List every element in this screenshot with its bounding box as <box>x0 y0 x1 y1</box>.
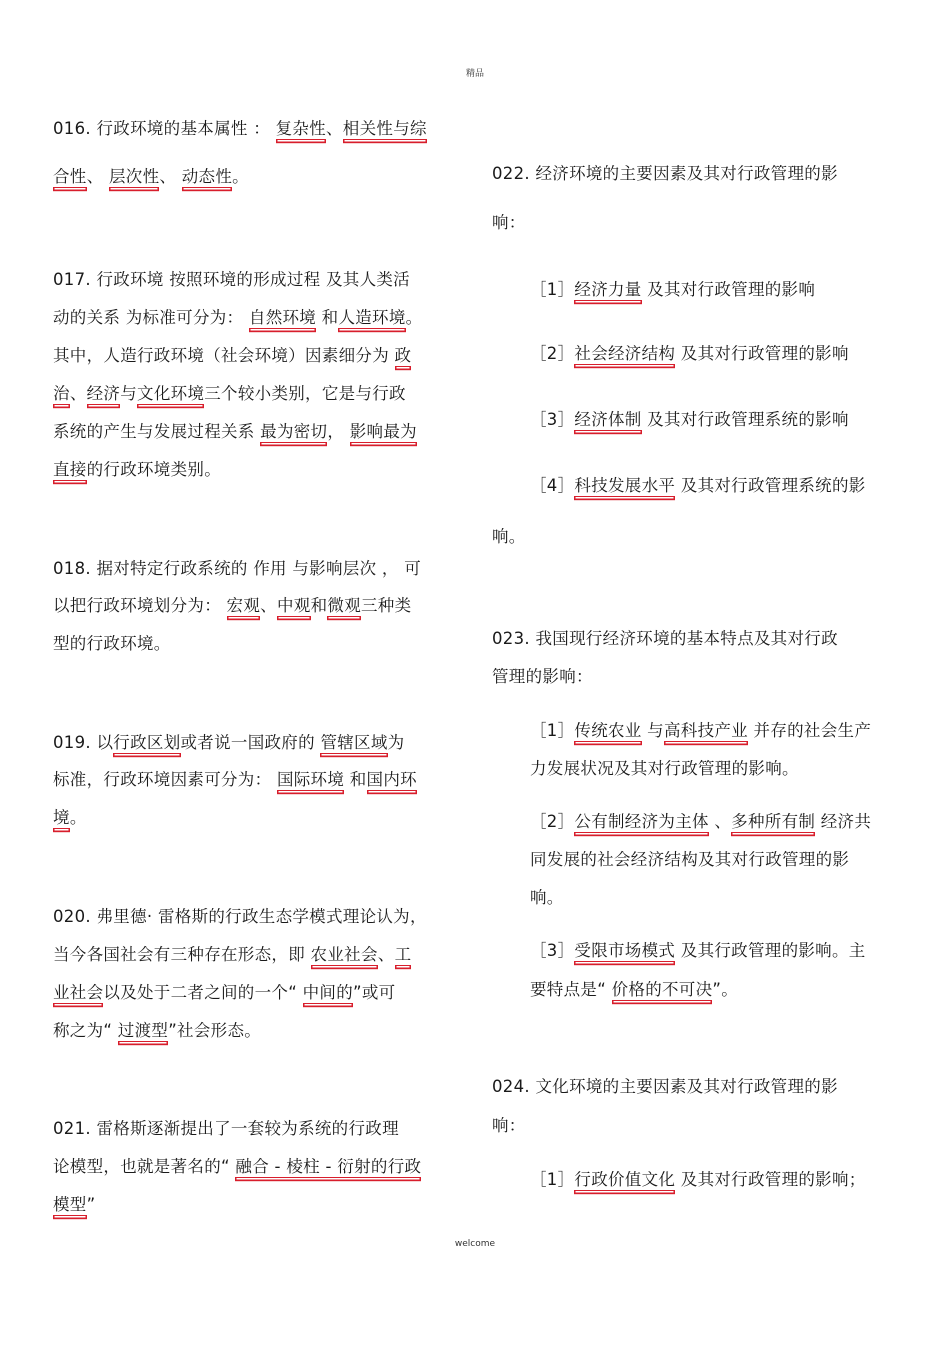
q023-item2-cont2: 响。 <box>530 888 564 907</box>
q017-line4 <box>53 380 406 404</box>
q022-item4 <box>530 472 866 496</box>
page-footer: welcome <box>454 1239 496 1249</box>
q019-text: 或者说一国政府的 <box>180 733 321 752</box>
item-number: ［3］ <box>530 941 575 960</box>
q018-line2 <box>53 592 411 616</box>
answer-kejifazhanshuiping: 科技发展水平 <box>574 476 676 495</box>
q023-item1 <box>530 717 871 741</box>
answer-hongguan: 宏观 <box>226 596 261 615</box>
q023-item3-cont <box>530 976 738 1000</box>
page-header: 精品 <box>465 69 484 79</box>
answer-guoneihuan: 国内环 <box>366 770 417 789</box>
q021-line3 <box>53 1191 95 1215</box>
answer-weiguan: 微观 <box>327 596 361 615</box>
q017-text: 。 <box>405 308 423 327</box>
q022-line2: 响： <box>492 213 526 232</box>
item-text: 及其对行政管理的影响； <box>680 1170 866 1189</box>
q023-line2: 管理的影响： <box>492 667 593 686</box>
q023-item1-cont: 力发展状况及其对行政管理的影响。 <box>530 759 799 778</box>
q020-text: ”社会形态。 <box>168 1021 262 1040</box>
q023-item2 <box>530 808 871 832</box>
q017-text: 其中，人造行政环境（社会环境）因素细分为 <box>53 346 395 365</box>
answer-duozhongsuoyouzhi: 多种所有制 <box>731 812 816 831</box>
answer-zhi: 治 <box>53 384 70 403</box>
q017-text: 动的关系 为标准可分为： <box>53 308 249 327</box>
answer-zheng: 政 <box>394 346 412 365</box>
q020-text: 称之为“ <box>53 1021 118 1040</box>
item-number: ［2］ <box>530 812 575 831</box>
q019-line1 <box>53 729 404 753</box>
answer-dongtaixing: 动态性 <box>181 167 233 186</box>
answer-jingji: 经济 <box>86 384 121 403</box>
item-text: 及其对行政管理的影响 <box>680 344 849 363</box>
item-text: 及其对行政管理的影响 <box>647 280 816 299</box>
answer-jinglililiang: 经济力量 <box>574 280 642 299</box>
q022-item3 <box>530 406 849 430</box>
q019-line3 <box>53 804 87 828</box>
sep: 、 <box>325 119 343 138</box>
q020-line2 <box>53 941 411 965</box>
item-text: 及其对行政管理系统的影 <box>680 476 866 495</box>
answer-nongyeshehui: 农业社会 <box>310 945 378 964</box>
item-number: ［1］ <box>530 280 575 299</box>
q017-text: 系统的产生与发展过程关系 <box>53 422 261 441</box>
sep: 、 <box>159 167 177 186</box>
q017-text: 、 <box>69 384 87 403</box>
item-text: 要特点是“ <box>530 980 612 999</box>
q024-item1 <box>530 1166 866 1190</box>
q020-text: ”或可 <box>353 983 396 1002</box>
q022-line1: 022. 经济环境的主要因素及其对行政管理的影 <box>492 164 838 183</box>
q018-text: 以把行政环境划分为： <box>53 596 227 615</box>
answer-ronghe-lengzhu-yanshe: 融合 - 棱柱 - 衍射的行政 <box>235 1157 422 1176</box>
q021-line2 <box>53 1153 421 1177</box>
item-text: 及其行政管理的影响。主 <box>680 941 866 960</box>
q023-item2-cont: 同发展的社会经济结构及其对行政管理的影 <box>530 850 850 869</box>
q022-item4-cont: 响。 <box>492 527 526 546</box>
q019-text: 。 <box>69 808 87 827</box>
item-number: ［1］ <box>530 721 575 740</box>
q021-text: ” <box>86 1195 96 1214</box>
answer-yingxiangzuiwei: 影响最为 <box>349 422 417 441</box>
item-number: ［1］ <box>530 1170 575 1189</box>
q018-text: 和 <box>310 596 328 615</box>
answer-renzaohuanjing: 人造环境 <box>338 308 406 327</box>
q017-text: 和 <box>321 308 339 327</box>
answer-shehuijingjijiegou: 社会经济结构 <box>574 344 676 363</box>
q021-text: 论模型，也就是著名的“ <box>53 1157 236 1176</box>
q017-line6 <box>53 456 221 480</box>
item-text: 、 <box>708 812 732 831</box>
q022-item2 <box>530 340 849 364</box>
item-text: 并存的社会生产 <box>753 721 872 740</box>
q018-line1: 018. 据对特定行政系统的 作用 与影响层次 ， 可 <box>53 559 422 578</box>
item-text: 经济共 <box>820 812 872 831</box>
q019-text: 标准，行政环境因素可分为： <box>53 770 277 789</box>
q018-line3: 型的行政环境。 <box>53 634 171 653</box>
answer-jiagedebukejue: 价格的不可决 <box>611 980 713 999</box>
q017-line3 <box>53 342 411 366</box>
answer-zonghexing: 合性 <box>53 167 87 186</box>
q019-text: 和 <box>349 770 367 789</box>
item-text: ”。 <box>712 980 739 999</box>
q020-line4 <box>53 1017 261 1041</box>
answer-xingzhengjiazhiwenhua: 行政价值文化 <box>574 1170 676 1189</box>
q023-item3 <box>530 937 866 961</box>
answer-xiangguanxing: 相关性与综 <box>342 119 427 138</box>
q020-text: 、 <box>377 945 395 964</box>
answer-guanxiaquyu: 管辖区域 <box>320 733 388 752</box>
q017-text: 三个较小类别，它是与行政 <box>204 384 406 403</box>
answer-guojihuanjing: 国际环境 <box>276 770 345 789</box>
q018-text: 、 <box>260 596 277 615</box>
answer-zhongguan: 中观 <box>276 596 311 615</box>
q016-text: 016. 行政环境的基本属性 ： <box>53 119 271 138</box>
q017-text: 的行政环境类别。 <box>86 460 222 479</box>
q022-item1 <box>530 276 815 300</box>
sep: 。 <box>232 167 249 186</box>
answer-zhongjiande: 中间的 <box>302 983 354 1002</box>
item-text: 与 <box>647 721 664 740</box>
q018-text: 三种类 <box>361 596 412 615</box>
item-text: 及其对行政管理系统的影响 <box>647 410 849 429</box>
answer-xingzhengquhua: 行政区划 <box>113 733 181 752</box>
item-number: ［4］ <box>530 476 575 495</box>
answer-jingjitizhi: 经济体制 <box>574 410 642 429</box>
item-number: ［2］ <box>530 344 575 363</box>
q019-text: 019. 以 <box>53 733 114 752</box>
answer-gaokejichanye: 高科技产业 <box>663 721 748 740</box>
q024-line2: 响： <box>492 1116 526 1135</box>
q024-line1: 024. 文化环境的主要因素及其对行政管理的影 <box>492 1077 838 1096</box>
answer-chuantongnongye: 传统农业 <box>574 721 642 740</box>
answer-shouxianshichangmoshi: 受限市场模式 <box>574 941 676 960</box>
q017-text: ， <box>327 422 345 441</box>
answer-zhijie: 直接 <box>53 460 87 479</box>
answer-guoduxing: 过渡型 <box>117 1021 169 1040</box>
q017-line1: 017. 行政环境 按照环境的形成过程 及其人类活 <box>53 270 410 289</box>
sep: 、 <box>86 167 104 186</box>
q017-text: 与 <box>120 384 138 403</box>
q017-line5 <box>53 418 417 442</box>
q016-line1 <box>53 115 427 139</box>
answer-cengcixing: 层次性 <box>108 167 160 186</box>
q021-line1: 021. 雷格斯逐渐提出了一套较为系统的行政理 <box>53 1119 399 1138</box>
item-number: ［3］ <box>530 410 575 429</box>
answer-yeshehui: 业社会 <box>53 983 104 1002</box>
q020-text: 当今各国社会有三种存在形态，即 <box>53 945 311 964</box>
answer-fuzaxing: 复杂性 <box>275 119 326 138</box>
q023-line1: 023. 我国现行经济环境的基本特点及其对行政 <box>492 629 838 648</box>
answer-gongyouzhijingji: 公有制经济为主体 <box>574 812 709 831</box>
q020-text: 以及处于二者之间的一个“ <box>103 983 303 1002</box>
answer-gong: 工 <box>394 945 412 964</box>
q019-line2 <box>53 766 417 790</box>
answer-zuiweimiqie: 最为密切 <box>260 422 328 441</box>
q020-line1: 020. 弗里德· 雷格斯的行政生态学模式理论认为， <box>53 907 427 926</box>
answer-wenhuahuanjing: 文化环境 <box>137 384 205 403</box>
answer-jing: 境 <box>53 808 70 827</box>
answer-ziranhuanjing: 自然环境 <box>248 308 317 327</box>
q019-text: 为 <box>387 733 405 752</box>
answer-moxing: 模型 <box>53 1195 87 1214</box>
q017-line2 <box>53 304 422 328</box>
q020-line3 <box>53 979 395 1003</box>
q016-line2 <box>53 163 249 187</box>
